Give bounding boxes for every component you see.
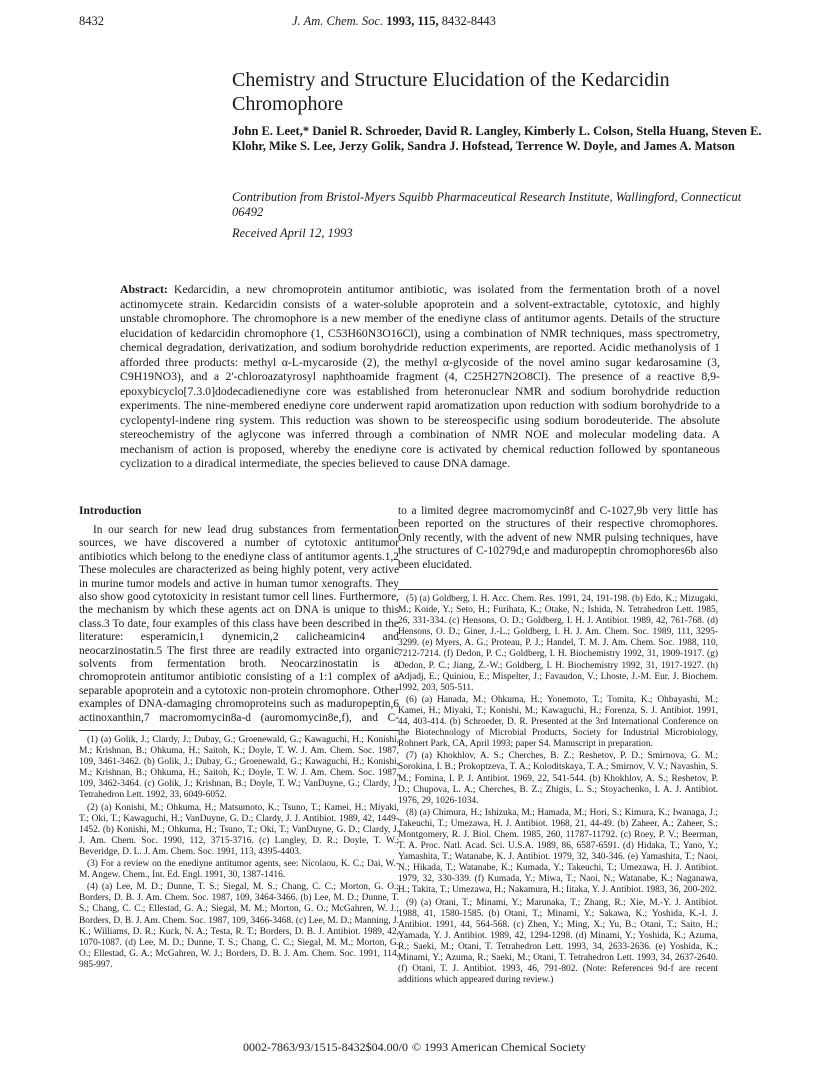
journal-pages: 8432-8443 (441, 14, 496, 28)
footnote-5: (5) (a) Goldberg, I. H. Acc. Chem. Res. 1991, 24, 191-198. (b) Edo, K.; Mizugaki, M.; Koide, Y.; Seto, H.; Furihata, K.; Otake, N.; Ishida, N. Tetrahedron Lett. 1985, 26, 331-334. (c) Hensons, O. D.; Goldberg, I. H. J. Antibiot. 1989, 42, 761-768. (d) Hensons, O. D.; Giner, J.-L.; Goldberg, I. H. J. Am. Chem. Soc. 1989, 111, 3295-3299. (e) Myers, A. G.; Proteau, P. J.; Handel, T. M. J. Am. Chem. Soc. 1988, 110, 7212-7214. (f) Dedon, P. C.; Goldberg, I. H. Biochemistry 1992, 31, 1909-1917. (g) Dedon, P. C.; Jiang, Z.-W.; Goldberg, I. H. Biochemistry 1992, 31, 1917-1927. (h) Adjadj, E.; Quiniou, E.; Mispelter, J.; Favaudon, V.; Lhoste, J.-M. Eur. J. Biochem. 1992, 203, 505-511. (398, 594, 718, 693)
copyright-line: © 1993 American Chemical Society (412, 1040, 586, 1054)
footnotes-left (79, 730, 399, 1051)
page-number: 8432 (79, 14, 104, 28)
affiliation: Contribution from Bristol-Myers Squibb Pharmaceutical Research Institute, Wallingford, Connecticut 06492 (232, 190, 742, 219)
footnote-6: (6) (a) Hanada, M.; Ohkuma, H.; Yonemoto, T.; Tomita, K.; Ohbayashi, M.; Kamei, H.; Miyaki, T.; Konishi, M.; Kawaguchi, H.; Forenza, S. J. Antibiot. 1991, 44, 403-414. (b) Schroeder, D. R. Presented at the 3rd International Conference on the Biotechnology of Microbial Products, Society for Industrial Microbiology, Rohnert Park, CA, April 1993; paper S4. Manuscript in preparation. (398, 694, 718, 750)
footnote-9: (9) (a) Otani, T.; Minami, Y.; Marunaka, T.; Zhang, R.; Xie, M.-Y. J. Antibiot. 1988, 41, 1580-1585. (b) Otani, T.; Minami, Y.; Sakawa, K.; Yoshida, K.-I. J. Antibiot. 1991, 44, 564-568. (c) Zhen, Y.; Ming, X.; Yu, B.; Otani, T.; Saito, H.; Yamada, Y. J. Antibiot. 1989, 42, 1294-1298. (d) Minami, Y.; Yoshida, K.; Azuma, R.; Saeki, M.; Otani, T. Tetrahedron Lett. 1993, 34, 2633-2636. (e) Yoshida, K.; Minami, Y.; Azuma, R.; Saeki, M.; Otani, T. Tetrahedron Lett. 1993, 34, 2637-2640. (f) Otani, T. J. Antibiot. 1993, 46, 791-802. (Note: References 9d-f are recent additions which appeared during review.) (398, 897, 718, 986)
author-list: John E. Leet,* Daniel R. Schroeder, David R. Langley, Kimberly L. Colson, Stella Huang, Steven E. Klohr, Mike S. Lee, Jerzy Golik, Sandra J. Hofstead, Terrence W. Doyle, and James A. Matson (232, 124, 762, 153)
abstract-label: Abstract: (120, 282, 168, 296)
introduction-paragraph-right: to a limited degree macromomycin8f and C-1027,9b very little has been reported on the structures of their respective chromophores. Only recently, with the advent of new NMR pulsing techniques, have the structures of C-10279d,e and maduropeptin chromophores6b also been elucidated. (398, 505, 718, 571)
footnote-7: (7) (a) Khokhlov, A. S.; Cherches, B. Z.; Reshetov, P. D.; Smirnova, G. M.; Sorokina, I. B.; Prokoptzeva, T. A.; Koloditskaya, T. A.; Smirnov, V. V.; Navashin, S. M.; Fomina, I. P. J. Antibiot. 1969, 22, 541-544. (b) Khokhlov, A. S.; Reshetov, P. D.; Chupova, L. A.; Cherches, B. Z.; Zhigis, L. S.; Stoyachenko, I. A. J. Antibiot. 1976, 29, 1026-1034. (398, 751, 718, 806)
journal-name: J. Am. Chem. Soc. (292, 14, 384, 28)
journal-citation (292, 14, 496, 29)
abstract (120, 282, 720, 471)
right-column (398, 505, 718, 1048)
journal-year-volume: 1993, 115, (386, 14, 439, 28)
introduction-paragraph-left: In our search for new lead drug substances from fermentation sources, we have discovered a number of cytotoxic antitumor antibiotics which belong to the enediyne class of antitumor agents.1,2 These molecules are characterized as being highly potent, very active in murine tumor models and active in human tumor xenografts. They also show good cytotoxicity in resistant tumor cell lines. Furthermore, the mechanism by which these agents act on DNA is unique to this class.3 To date, four examples of this class have been described in the literature: esperamicin,1 dynemicin,2 calicheamicin4 and neocarzinostatin.5 The first three are readily extracted into organic solvents from fermentation broth. Neocarzinostatin is a chromoprotein antitumor antibiotic consisting of a 1:1 complex of a separable apoprotein and a cytotoxic non-protein chromophore. Other examples of DNA-damaging chromoproteins such as maduropeptin,6 actinoxanthin,7 macromomycin8a-d (auromomycin8e,f), and C- (79, 524, 399, 724)
footnote-2: (2) (a) Konishi, M.; Ohkuma, H.; Matsumoto, K.; Tsuno, T.; Kamei, H.; Miyaki, T.; Oki, T.; Kawaguchi, H.; VanDuyne, G. D.; Clardy, J. J. Antibiot. 1989, 42, 1449-1452. (b) Konishi, M.; Ohkuma, H.; Tsuno, T.; Oki, T.; VanDuyne, G. D.; Clardy, J. J. Am. Chem. Soc. 1990, 112, 3715-3716. (c) Langley, D. R.; Doyle, T. W.; Beveridge, D. L. J. Am. Chem. Soc. 1991, 113, 4395-4403. (79, 802, 399, 857)
footnote-3: (3) For a review on the enediyne antitumor agents, see: Nicolaou, K. C.; Dai, W.-M. Angew. Chem., Int. Ed. Engl. 1991, 30, 1387-1416. (79, 859, 399, 881)
footnote-4: (4) (a) Lee, M. D.; Dunne, T. S.; Siegal, M. S.; Chang, C. C.; Morton, G. O.; Borders, D. B. J. Am. Chem. Soc. 1987, 109, 3464-3466. (b) Lee, M. D.; Dunne, T. S.; Chang, C. C.; Ellestad, G. A.; Siegal, M. M.; Morton, G. O.; McGahren, W. J.; Borders, D. B. J. Am. Chem. Soc. 1987, 109, 3466-3468. (c) Lee, M. D.; Manning, J. K.; Williams, D. R.; Kuck, N. A.; Testa, R. T.; Borders, D. B. J. Antibiot. 1989, 42, 1070-1087. (d) Lee, M. D.; Dunne, T. S.; Chang, C. C.; Siegal, M. M.; Morton, G. O.; Ellestad, G. A.; McGahren, W. J.; Borders, D. B. J. Am. Chem. Soc. 1991, 114, 985-997. (79, 882, 399, 970)
received-date: Received April 12, 1993 (232, 226, 353, 240)
footnote-8: (8) (a) Chimura, H.; Ishizuka, M.; Hamada, M.; Hori, S.; Kimura, K.; Iwanaga, J.; Takeuchi, T.; Umezawa, H. J. Antibiot. 1968, 21, 44-49. (b) Zaheer, A.; Zaheer, S.; Montgomery, R. J. Biol. Chem. 1985, 260, 11787-11792. (c) Roey, P. V.; Beerman, T. A. Proc. Natl. Acad. Sci. U.S.A. 1989, 86, 6587-6591. (d) Hidaka, T.; Yano, Y.; Yamashita, T.; Watanabe, K. J. Antibiot. 1979, 32, 340-346. (e) Yamashita, T.; Naoi, N.; Hikada, T.; Watanabe, K.; Kumada, Y.; Takeuchi, T.; Umezawa, H. J. Antibiot. 1979, 32, 330-339. (f) Kumada, Y.; Miwa, T.; Naoi, N.; Watanabe, K.; Naganawa, H.; Takita, T.; Umezawa, H.; Nakamura, H.; Iitaka, Y. J. Antibiot. 1983, 36, 200-202. (398, 807, 718, 896)
introduction-heading: Introduction (79, 505, 142, 517)
issn-line: 0002-7863/93/1515-8432$04.00/0 (243, 1040, 408, 1054)
article-title: Chemistry and Structure Elucidation of the Kedarcidin Chromophore (232, 69, 670, 115)
footnote-1: (1) (a) Golik, J.; Clardy, J.; Dubay, G.; Groenewald, G.; Kawaguchi, H.; Konishi, M.; Krishnan, B.; Ohkuma, H.; Saitoh, K.; Doyle, T. W. J. Am. Chem. Soc. 1987, 109, 3461-3462. (b) Golik, J.; Dubay, G.; Groenewald, G.; Kawaguchi, H.; Konishi, M.; Krishnan, B.; Ohkuma, H.; Saitoh, K.; Doyle, T. W. J. Am. Chem. Soc. 1987, 109, 3462-3464. (c) Golik, J.; Krishnan, B.; Doyle, T. W.; VanDuyne, G.; Clardy, J. Tetrahedron Lett. 1992, 33, 6049-6052. (79, 735, 399, 801)
footnotes-right (398, 589, 718, 1048)
abstract-text: Kedarcidin, a new chromoprotein antitumor antibiotic, was isolated from the fermentation broth of a novel actinomycete strain. Kedarcidin consists of a water-soluble apoprotein and a solvent-extractable, cytotoxic, and highly unstable chromophore. The chromophore is a new member of the enediyne class of antitumor agents. Details of the structure elucidation of kedarcidin chromophore (1, C53H60N3O16Cl), using a combination of NMR techniques, mass spectrometry, chemical degradation, derivatization, and sodium borohydride reduction experiments, are reported. Acidic methanolysis of 1 afforded three products: methyl α-L-mycaroside (2), the methyl α-glycoside of the novel amino sugar kedarosamine (3, C9H19NO3), and a 2'-chloroazatyrosyl naphthoamide fragment (4, C25H27N2O8Cl). The presence of a reactive 8,9-epoxybicyclo[7.3.0]dodecadienediyne core was established from heteronuclear NMR and sodium borohydride reduction experiments. The nine-membered enediyne core underwent rapid aromatization upon reduction with sodium borohydride to a cyclopentyl-indene ring system. This reduction was shown to be stereospecific using sodium borodeuteride. The absolute stereochemistry of the aglycone was inferred through a combination of NMR NOE and molecular modeling data. A mechanism of action is proposed, whereby the enediyne core is activated by chemical reduction followed by spontaneous cyclization to a diradical intermediate, the species believed to cause DNA damage. (120, 282, 721, 470)
left-column (79, 505, 399, 1051)
